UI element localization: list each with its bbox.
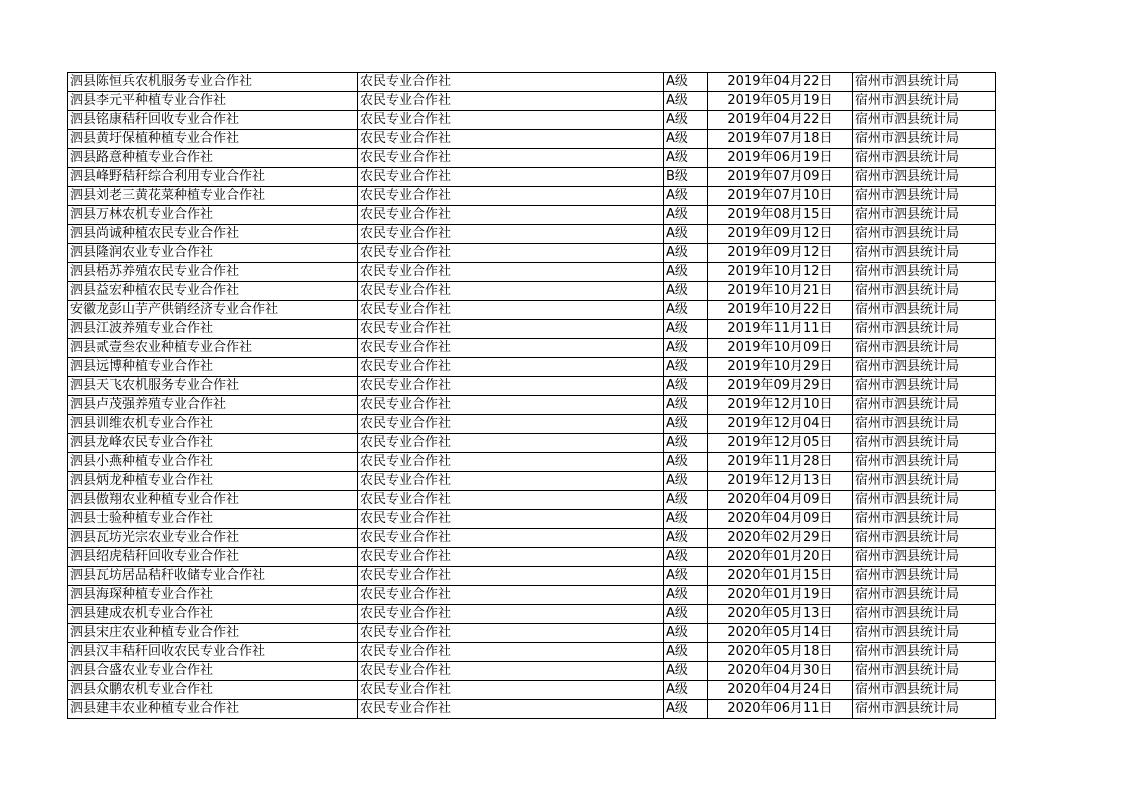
- table-row: [68, 624, 996, 643]
- rating-date-cell: 2019年10月21日: [708, 282, 853, 301]
- cooperative-name-cell: 泗县瓦坊光宗农业专业合作社: [68, 529, 358, 548]
- cooperative-name-cell: 泗县尚诚种植农民专业合作社: [68, 225, 358, 244]
- credit-grade-cell: A级: [664, 700, 708, 719]
- organization-type-cell: 农民专业合作社: [358, 510, 664, 529]
- rating-date-cell: 2019年11月28日: [708, 453, 853, 472]
- credit-grade-cell: A级: [664, 92, 708, 111]
- rating-authority-cell: 宿州市泗县统计局: [853, 377, 996, 396]
- table-row: [68, 149, 996, 168]
- cooperative-name-cell: 泗县炳龙种植专业合作社: [68, 472, 358, 491]
- table-row: [68, 282, 996, 301]
- cooperative-name-cell: 泗县卢茂强养殖专业合作社: [68, 396, 358, 415]
- organization-type-cell: 农民专业合作社: [358, 453, 664, 472]
- credit-grade-cell: A级: [664, 567, 708, 586]
- rating-date-cell: 2019年10月22日: [708, 301, 853, 320]
- cooperative-name-cell: 泗县峰野秸秆综合利用专业合作社: [68, 168, 358, 187]
- rating-authority-cell: 宿州市泗县统计局: [853, 149, 996, 168]
- cooperative-name-cell: 泗县宋庄农业种植专业合作社: [68, 624, 358, 643]
- rating-authority-cell: 宿州市泗县统计局: [853, 548, 996, 567]
- credit-grade-cell: A级: [664, 358, 708, 377]
- table-row: [68, 73, 996, 92]
- rating-authority-cell: 宿州市泗县统计局: [853, 73, 996, 92]
- table-row: [68, 111, 996, 130]
- organization-type-cell: 农民专业合作社: [358, 168, 664, 187]
- rating-date-cell: 2020年02月29日: [708, 529, 853, 548]
- cooperative-name-cell: 泗县建丰农业种植专业合作社: [68, 700, 358, 719]
- cooperative-name-cell: 泗县傲翔农业种植专业合作社: [68, 491, 358, 510]
- rating-date-cell: 2019年08月15日: [708, 206, 853, 225]
- cooperative-name-cell: 泗县益宏种植农民专业合作社: [68, 282, 358, 301]
- rating-authority-cell: 宿州市泗县统计局: [853, 206, 996, 225]
- cooperative-name-cell: 泗县训维农机专业合作社: [68, 415, 358, 434]
- credit-grade-cell: A级: [664, 472, 708, 491]
- rating-date-cell: 2019年06月19日: [708, 149, 853, 168]
- rating-date-cell: 2019年12月13日: [708, 472, 853, 491]
- rating-date-cell: 2020年01月15日: [708, 567, 853, 586]
- rating-authority-cell: 宿州市泗县统计局: [853, 244, 996, 263]
- rating-date-cell: 2020年04月09日: [708, 510, 853, 529]
- table-row: [68, 529, 996, 548]
- cooperative-name-cell: 泗县陈恒兵农机服务专业合作社: [68, 73, 358, 92]
- table-row: [68, 662, 996, 681]
- organization-type-cell: 农民专业合作社: [358, 225, 664, 244]
- rating-date-cell: 2019年12月05日: [708, 434, 853, 453]
- rating-authority-cell: 宿州市泗县统计局: [853, 605, 996, 624]
- cooperative-name-cell: 泗县小燕种植专业合作社: [68, 453, 358, 472]
- credit-grade-cell: A级: [664, 206, 708, 225]
- rating-authority-cell: 宿州市泗县统计局: [853, 434, 996, 453]
- rating-date-cell: 2019年07月18日: [708, 130, 853, 149]
- table-row: [68, 130, 996, 149]
- rating-date-cell: 2019年12月04日: [708, 415, 853, 434]
- rating-authority-cell: 宿州市泗县统计局: [853, 586, 996, 605]
- rating-date-cell: 2019年10月12日: [708, 263, 853, 282]
- table-row: [68, 320, 996, 339]
- cooperative-name-cell: 泗县天飞农机服务专业合作社: [68, 377, 358, 396]
- credit-grade-cell: A级: [664, 396, 708, 415]
- credit-grade-cell: A级: [664, 282, 708, 301]
- table-row: [68, 510, 996, 529]
- credit-grade-cell: A级: [664, 415, 708, 434]
- rating-authority-cell: 宿州市泗县统计局: [853, 624, 996, 643]
- rating-date-cell: 2020年01月19日: [708, 586, 853, 605]
- credit-grade-cell: A级: [664, 624, 708, 643]
- organization-type-cell: 农民专业合作社: [358, 149, 664, 168]
- rating-authority-cell: 宿州市泗县统计局: [853, 111, 996, 130]
- credit-grade-cell: A级: [664, 339, 708, 358]
- organization-type-cell: 农民专业合作社: [358, 472, 664, 491]
- cooperative-name-cell: 泗县士验种植专业合作社: [68, 510, 358, 529]
- organization-type-cell: 农民专业合作社: [358, 491, 664, 510]
- credit-grade-cell: A级: [664, 662, 708, 681]
- rating-authority-cell: 宿州市泗县统计局: [853, 282, 996, 301]
- rating-authority-cell: 宿州市泗县统计局: [853, 130, 996, 149]
- rating-authority-cell: 宿州市泗县统计局: [853, 453, 996, 472]
- rating-date-cell: 2019年04月22日: [708, 73, 853, 92]
- rating-date-cell: 2020年05月18日: [708, 643, 853, 662]
- rating-date-cell: 2019年09月12日: [708, 244, 853, 263]
- credit-grade-cell: A级: [664, 130, 708, 149]
- rating-authority-cell: 宿州市泗县统计局: [853, 643, 996, 662]
- organization-type-cell: 农民专业合作社: [358, 605, 664, 624]
- rating-date-cell: 2020年01月20日: [708, 548, 853, 567]
- rating-date-cell: 2020年04月24日: [708, 681, 853, 700]
- organization-type-cell: 农民专业合作社: [358, 548, 664, 567]
- cooperative-name-cell: 泗县建成农机专业合作社: [68, 605, 358, 624]
- credit-grade-cell: A级: [664, 605, 708, 624]
- credit-grade-cell: A级: [664, 149, 708, 168]
- rating-date-cell: 2019年10月29日: [708, 358, 853, 377]
- table-row: [68, 225, 996, 244]
- organization-type-cell: 农民专业合作社: [358, 377, 664, 396]
- rating-date-cell: 2019年04月22日: [708, 111, 853, 130]
- table-row: [68, 605, 996, 624]
- rating-authority-cell: 宿州市泗县统计局: [853, 396, 996, 415]
- cooperative-name-cell: 泗县隆润农业专业合作社: [68, 244, 358, 263]
- organization-type-cell: 农民专业合作社: [358, 434, 664, 453]
- rating-authority-cell: 宿州市泗县统计局: [853, 567, 996, 586]
- credit-grade-cell: A级: [664, 320, 708, 339]
- rating-date-cell: 2020年05月13日: [708, 605, 853, 624]
- organization-type-cell: 农民专业合作社: [358, 415, 664, 434]
- rating-date-cell: 2019年10月09日: [708, 339, 853, 358]
- rating-authority-cell: 宿州市泗县统计局: [853, 491, 996, 510]
- credit-grade-cell: A级: [664, 529, 708, 548]
- table-row: [68, 244, 996, 263]
- cooperative-credit-table: [67, 72, 996, 719]
- table-row: [68, 301, 996, 320]
- organization-type-cell: 农民专业合作社: [358, 662, 664, 681]
- organization-type-cell: 农民专业合作社: [358, 396, 664, 415]
- cooperative-name-cell: 泗县海琛种植专业合作社: [68, 586, 358, 605]
- table-row: [68, 339, 996, 358]
- rating-date-cell: 2019年07月10日: [708, 187, 853, 206]
- credit-grade-cell: A级: [664, 263, 708, 282]
- organization-type-cell: 农民专业合作社: [358, 111, 664, 130]
- table-row: [68, 187, 996, 206]
- rating-authority-cell: 宿州市泗县统计局: [853, 700, 996, 719]
- credit-grade-cell: A级: [664, 548, 708, 567]
- credit-grade-cell: A级: [664, 244, 708, 263]
- credit-grade-cell: A级: [664, 434, 708, 453]
- cooperative-name-cell: 泗县路意种植专业合作社: [68, 149, 358, 168]
- credit-grade-cell: A级: [664, 301, 708, 320]
- cooperative-name-cell: 泗县合盛农业专业合作社: [68, 662, 358, 681]
- rating-date-cell: 2019年09月12日: [708, 225, 853, 244]
- organization-type-cell: 农民专业合作社: [358, 301, 664, 320]
- credit-grade-cell: A级: [664, 681, 708, 700]
- organization-type-cell: 农民专业合作社: [358, 339, 664, 358]
- rating-date-cell: 2020年04月09日: [708, 491, 853, 510]
- cooperative-name-cell: 泗县黄圩保植种植专业合作社: [68, 130, 358, 149]
- rating-date-cell: 2020年04月30日: [708, 662, 853, 681]
- table-row: [68, 415, 996, 434]
- rating-authority-cell: 宿州市泗县统计局: [853, 358, 996, 377]
- credit-grade-cell: A级: [664, 377, 708, 396]
- cooperative-name-cell: 泗县远博种植专业合作社: [68, 358, 358, 377]
- rating-authority-cell: 宿州市泗县统计局: [853, 168, 996, 187]
- rating-authority-cell: 宿州市泗县统计局: [853, 415, 996, 434]
- rating-authority-cell: 宿州市泗县统计局: [853, 681, 996, 700]
- rating-authority-cell: 宿州市泗县统计局: [853, 301, 996, 320]
- rating-authority-cell: 宿州市泗县统计局: [853, 472, 996, 491]
- organization-type-cell: 农民专业合作社: [358, 130, 664, 149]
- rating-date-cell: 2019年12月10日: [708, 396, 853, 415]
- table-row: [68, 567, 996, 586]
- organization-type-cell: 农民专业合作社: [358, 92, 664, 111]
- rating-authority-cell: 宿州市泗县统计局: [853, 510, 996, 529]
- table-row: [68, 358, 996, 377]
- rating-authority-cell: 宿州市泗县统计局: [853, 187, 996, 206]
- organization-type-cell: 农民专业合作社: [358, 244, 664, 263]
- credit-grade-cell: A级: [664, 111, 708, 130]
- credit-grade-cell: A级: [664, 510, 708, 529]
- table-row: [68, 396, 996, 415]
- table-row: [68, 700, 996, 719]
- organization-type-cell: 农民专业合作社: [358, 700, 664, 719]
- credit-grade-cell: B级: [664, 168, 708, 187]
- credit-grade-cell: A级: [664, 586, 708, 605]
- organization-type-cell: 农民专业合作社: [358, 206, 664, 225]
- cooperative-name-cell: 泗县贰壹叁农业种植专业合作社: [68, 339, 358, 358]
- cooperative-name-cell: 泗县铭康秸秆回收专业合作社: [68, 111, 358, 130]
- cooperative-name-cell: 泗县刘老三黄花菜种植专业合作社: [68, 187, 358, 206]
- rating-authority-cell: 宿州市泗县统计局: [853, 529, 996, 548]
- table-row: [68, 377, 996, 396]
- rating-authority-cell: 宿州市泗县统计局: [853, 92, 996, 111]
- rating-date-cell: 2019年05月19日: [708, 92, 853, 111]
- credit-grade-cell: A级: [664, 187, 708, 206]
- cooperative-name-cell: 泗县梧苏养殖农民专业合作社: [68, 263, 358, 282]
- table-row: [68, 586, 996, 605]
- organization-type-cell: 农民专业合作社: [358, 643, 664, 662]
- organization-type-cell: 农民专业合作社: [358, 567, 664, 586]
- rating-authority-cell: 宿州市泗县统计局: [853, 263, 996, 282]
- rating-authority-cell: 宿州市泗县统计局: [853, 320, 996, 339]
- cooperative-name-cell: 泗县众鹏农机专业合作社: [68, 681, 358, 700]
- cooperative-name-cell: 泗县绍虎秸秆回收专业合作社: [68, 548, 358, 567]
- organization-type-cell: 农民专业合作社: [358, 681, 664, 700]
- table-row: [68, 643, 996, 662]
- rating-date-cell: 2020年05月14日: [708, 624, 853, 643]
- organization-type-cell: 农民专业合作社: [358, 529, 664, 548]
- rating-authority-cell: 宿州市泗县统计局: [853, 339, 996, 358]
- table-row: [68, 472, 996, 491]
- table-row: [68, 681, 996, 700]
- cooperative-name-cell: 泗县瓦坊居品秸秆收储专业合作社: [68, 567, 358, 586]
- rating-date-cell: 2019年11月11日: [708, 320, 853, 339]
- organization-type-cell: 农民专业合作社: [358, 73, 664, 92]
- cooperative-name-cell: 安徽龙彭山芋产供销经济专业合作社: [68, 301, 358, 320]
- organization-type-cell: 农民专业合作社: [358, 320, 664, 339]
- table-row: [68, 491, 996, 510]
- cooperative-name-cell: 泗县汉丰秸秆回收农民专业合作社: [68, 643, 358, 662]
- cooperative-name-cell: 泗县万林农机专业合作社: [68, 206, 358, 225]
- table-row: [68, 92, 996, 111]
- rating-authority-cell: 宿州市泗县统计局: [853, 662, 996, 681]
- cooperative-name-cell: 泗县龙峰农民专业合作社: [68, 434, 358, 453]
- table-row: [68, 168, 996, 187]
- table-body: [68, 73, 996, 719]
- table-row: [68, 434, 996, 453]
- rating-date-cell: 2019年09月29日: [708, 377, 853, 396]
- organization-type-cell: 农民专业合作社: [358, 263, 664, 282]
- rating-date-cell: 2019年07月09日: [708, 168, 853, 187]
- rating-date-cell: 2020年06月11日: [708, 700, 853, 719]
- organization-type-cell: 农民专业合作社: [358, 282, 664, 301]
- table-row: [68, 263, 996, 282]
- credit-grade-cell: A级: [664, 643, 708, 662]
- table-row: [68, 548, 996, 567]
- cooperative-name-cell: 泗县江波养殖专业合作社: [68, 320, 358, 339]
- organization-type-cell: 农民专业合作社: [358, 586, 664, 605]
- table-row: [68, 206, 996, 225]
- organization-type-cell: 农民专业合作社: [358, 358, 664, 377]
- organization-type-cell: 农民专业合作社: [358, 187, 664, 206]
- organization-type-cell: 农民专业合作社: [358, 624, 664, 643]
- credit-grade-cell: A级: [664, 491, 708, 510]
- credit-grade-cell: A级: [664, 453, 708, 472]
- rating-authority-cell: 宿州市泗县统计局: [853, 225, 996, 244]
- credit-grade-cell: A级: [664, 73, 708, 92]
- cooperative-name-cell: 泗县李元平种植专业合作社: [68, 92, 358, 111]
- table-row: [68, 453, 996, 472]
- credit-grade-cell: A级: [664, 225, 708, 244]
